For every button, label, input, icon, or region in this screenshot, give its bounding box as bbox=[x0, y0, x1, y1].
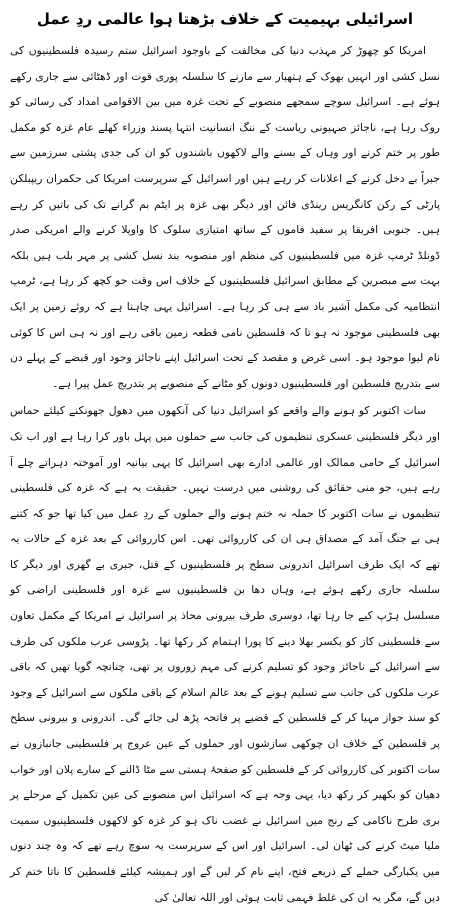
article-paragraph-1: امریکا کو چھوڑ کر مہذب دنیا کی مخالفت کے باوجود اسرائیل ستم رسیدہ فلسطینیوں کی نسل کشی اور انہیں بھوک کے ہتھیار سے مارنے کا سلسلہ پوری قوت اور ڈھٹائی سے جاری رکھے ہوئے ہے۔ اسرائیل سوچے سمجھے منصوبے کے تحت غزہ میں بین الاقوامی امداد کی رسائی کو روک رہا ہے، ناجائز صہیونی ریاست کے ننگ انسانیت انتہا پسند وزراء کھلے عام غزہ کو مکمل طور پر ختم کرنے اور وہاں کے بسنے والے لاکھوں باشندوں کو ان کی جدی پشتی سرزمین سے جبراً بے دخل کرنے کے اعلانات کر رہے ہیں اور اسرائیل کے سرپرست امریکا کی حکمران ریپبلکن پارٹی کے رکن کانگریس رینڈی فائن اور دیگر بھی غزہ پر ایٹم بم گرانے تک کی باتیں کر رہے ہیں۔ جنوبی افریقا پر سفید فاموں کے ساتھ امتیازی سلوک کا واویلا کرنے والے امریکی صدر ڈونلڈ ٹرمپ غزہ میں فلسطینیوں کی منظم اور منصوبہ بند نسل کشی پر مہر بلب ہیں بلکہ بہت سے مبصرین کے مطابق اسرائیل فلسطینیوں کے خلاف اس وقت جو کچھ کر رہا ہے، ٹرمپ انتظامیہ کی مکمل آشیر باد سے ہی کر رہا ہے۔ اسرائیل یہی چاہتا ہے کہ روئے زمین پر ایک بھی فلسطینی موجود نہ ہو تا کہ فلسطین نامی قطعہ زمین باقی رہے اور نہ ہی اس کا کوئی نام لیوا موجود ہو۔ اسی غرض و مقصد کے تحت اسرائیل اپنے ناجائز وجود اور قبضے کے پہلے دن سے بتدریج فلسطین اور فلسطینیوں دونوں کو مٹانے کے منصوبے پر بتدریج عمل پیرا ہے۔ bbox=[10, 44, 440, 390]
article-title: اسرائیلی بہیمیت کے خلاف بڑھتا ہوا عالمی ردِ عمل bbox=[36, 10, 414, 28]
article-paragraph-2: سات اکتوبر کو ہونے والے واقعے کو اسرائیل دنیا کی آنکھوں میں دھول جھونکنے کیلئے حماس اور دیگر فلسطینی عسکری تنظیموں کی جانب سے حملوں میں پہل باور کرا رہا ہے اور اب تک اسرائیل کے حامی ممالک اور عالمی ادارے بھی اسرائیل کا یہی بیانیہ اور آموختہ دہراتے چلے آ رہے ہیں، جو منی حقائق کی روشنی میں درست نہیں۔ حقیقت یہ ہے کہ غزہ کی فلسطینی تنظیموں نے سات اکتوبر کا حملہ نہ ختم ہونے والے حملوں کے ردِ عمل میں کیا تھا جو کہ کتنے ہی بے جنگ آمد کے مصداق ہی ان کی کارروائی تھی۔ اس کارروائی کے بعد غزہ کے حالات یہ تھے کہ ایک طرف اسرائیل اندرونی سطح پر فلسطینیوں کے قتل، جبری بے گھری اور دیگر کا سلسلہ جاری رکھے ہوئے ہے، وہاں دھا بن فلسطینیوں سے غزہ اور فلسطینی اراضی کو مسلسل ہڑپ کیے جا رہا تھا، دوسری طرف بیرونی محاذ پر اسرائیل نے امریکا کے مکمل تعاون سے فلسطینی کاز کو یکسر بھلا دینے کا پورا اہتمام کر رکھا تھا۔ پڑوسی عرب ملکوں کی طرف سے اسرائیل کے ناجائز وجود کو تسلیم کرنے کی مہم زوروں پر تھی، چنانچہ گویا تھیں کہ باقی عرب ملکوں کی جانب سے تسلیم ہونے کے بعد عالم اسلام کے باقی ملکوں سے اسرائیل کے وجود کو سند جواز مہیا کر کے فلسطین کے قضیے پر فاتحہ پڑھ لی جائے گی۔ اندرونی و بیرونی سطح پر فلسطین کے خلاف ان چوکھی سازشوں اور حملوں کے عین عروج پر فلسطینی جانبازوں نے سات اکتوبر کی کارروائی کر کے فلسطین کو صفحۂ ہستی سے مٹا ڈالنے کے سارے پلان اور خواب دھیان کو بکھیر کر رکھ دیا، یہی وجہ ہے کہ اسرائیل اس منصوبے کی عین تکمیل کے مرحلے پر بری طرح ناکامی کے رنج میں اسرائیل نے غضب ناک ہو کر غزہ کو لاکھوں فلسطینیوں سمیت ملیا میٹ کرنے کی ٹھان لی۔ اسرائیل اور اس کے سرپرست یہ سوچ رہے تھے کہ وہ چند دنوں میں یکبارگی حملے کے ذریعے فتح، اپنے نام کر لیں گے اور ہمیشہ کیلئے فلسطین کا ناتا ختم کر دیں گے، مگر یہ ان کی غلط فہمی ثابت ہوئی اور اللہ تعالیٰ کی bbox=[10, 404, 440, 904]
